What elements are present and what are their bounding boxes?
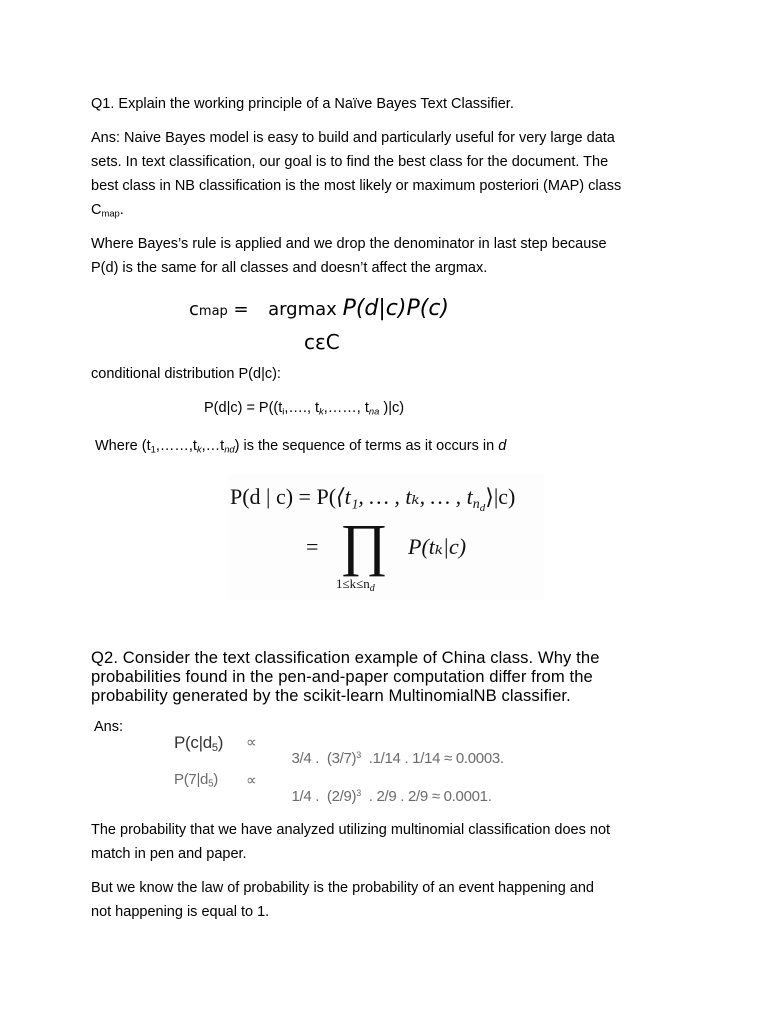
q2-question-line-3: probability generated by the scikit-learn MultinomialNB classifier. xyxy=(91,686,571,705)
class-c-probability-value: 3/4 . $(3/7)^3$ .1/14 . 1/14 ≈ 0.0003. xyxy=(291,750,504,767)
q1-answer-line-1: Ans: Naive Bayes model is easy to build and particularly useful for very large data xyxy=(91,130,615,146)
q1-answer-line-2: sets. In text classification, our goal is to find the best class for the document. The xyxy=(91,154,609,170)
q1-question: Q1. Explain the working principle of a Naïve Bayes Text Classifier. xyxy=(91,96,514,112)
conclusion-line-2: match in pen and paper. xyxy=(91,846,247,862)
term-sequence-sentence: Where $(t_1,\dots\dots,t_k,\dots t_{nd})$ is the sequence of terms as it occurs in d xyxy=(95,438,507,455)
product-range: $1\le k\le n_d$ xyxy=(336,576,375,594)
q1-answer-line-3: best class in NB classification is the most likely or maximum posteriori (MAP) class xyxy=(91,178,622,194)
class-c-probability-label: $P(c|d_5)$ xyxy=(174,733,224,754)
q2-question-line-2: probabilities found in the pen-and-paper computation differ from the xyxy=(91,667,593,686)
conditional-distribution-label: conditional distribution P(d|c): xyxy=(91,366,281,382)
formula-equals: = xyxy=(306,534,319,559)
bayes-line-1: Where Bayes’s rule is applied and we drop the denominator in last step because xyxy=(91,236,607,252)
probability-law-line-1: But we know the law of probability is the probability of an event happening and xyxy=(91,880,594,896)
bayes-line-2: P(d) is the same for all classes and doesn’t affect the argmax. xyxy=(91,260,488,276)
conclusion-line-1: The probability that we have analyzed utilizing multinomial classification does not xyxy=(91,822,611,838)
product-formula-image xyxy=(228,474,544,600)
q1-cmap-term: $C_{map}$. xyxy=(91,202,124,219)
class-7-probability-value: 1/4 . $(2/9)^3$ . 2/9 . 2/9 ≈ 0.0001. xyxy=(291,788,492,805)
cmap-formula: cmap = argmax P(d|c)P(c) xyxy=(189,296,449,321)
row2-proportional-symbol: ∝ xyxy=(246,772,257,789)
argmax-subscript: cεC xyxy=(304,330,340,354)
class-7-probability-label: $P(7|d_5)$ xyxy=(174,771,218,790)
formula-product-term: P(tₖ|c) xyxy=(408,534,467,559)
q2-question-line-1: Q2. Consider the text classification example of China class. Why the xyxy=(91,648,600,667)
formula-line-1: P(d | c) = P(⟨t₁, … , tₖ, … , $tn_d⟩|c$) xyxy=(230,484,516,514)
row1-proportional-symbol: ∝ xyxy=(246,734,257,751)
probability-law-line-2: not happening is equal to 1. xyxy=(91,904,270,920)
conditional-distribution-formula: $P(d|c) = P((t_i,\dots$., $t_k,\dots\dots$, $t_{na}$ )|c) xyxy=(204,400,405,417)
q2-answer-label: Ans: xyxy=(94,719,124,735)
product-symbol: ∏ xyxy=(340,512,388,577)
